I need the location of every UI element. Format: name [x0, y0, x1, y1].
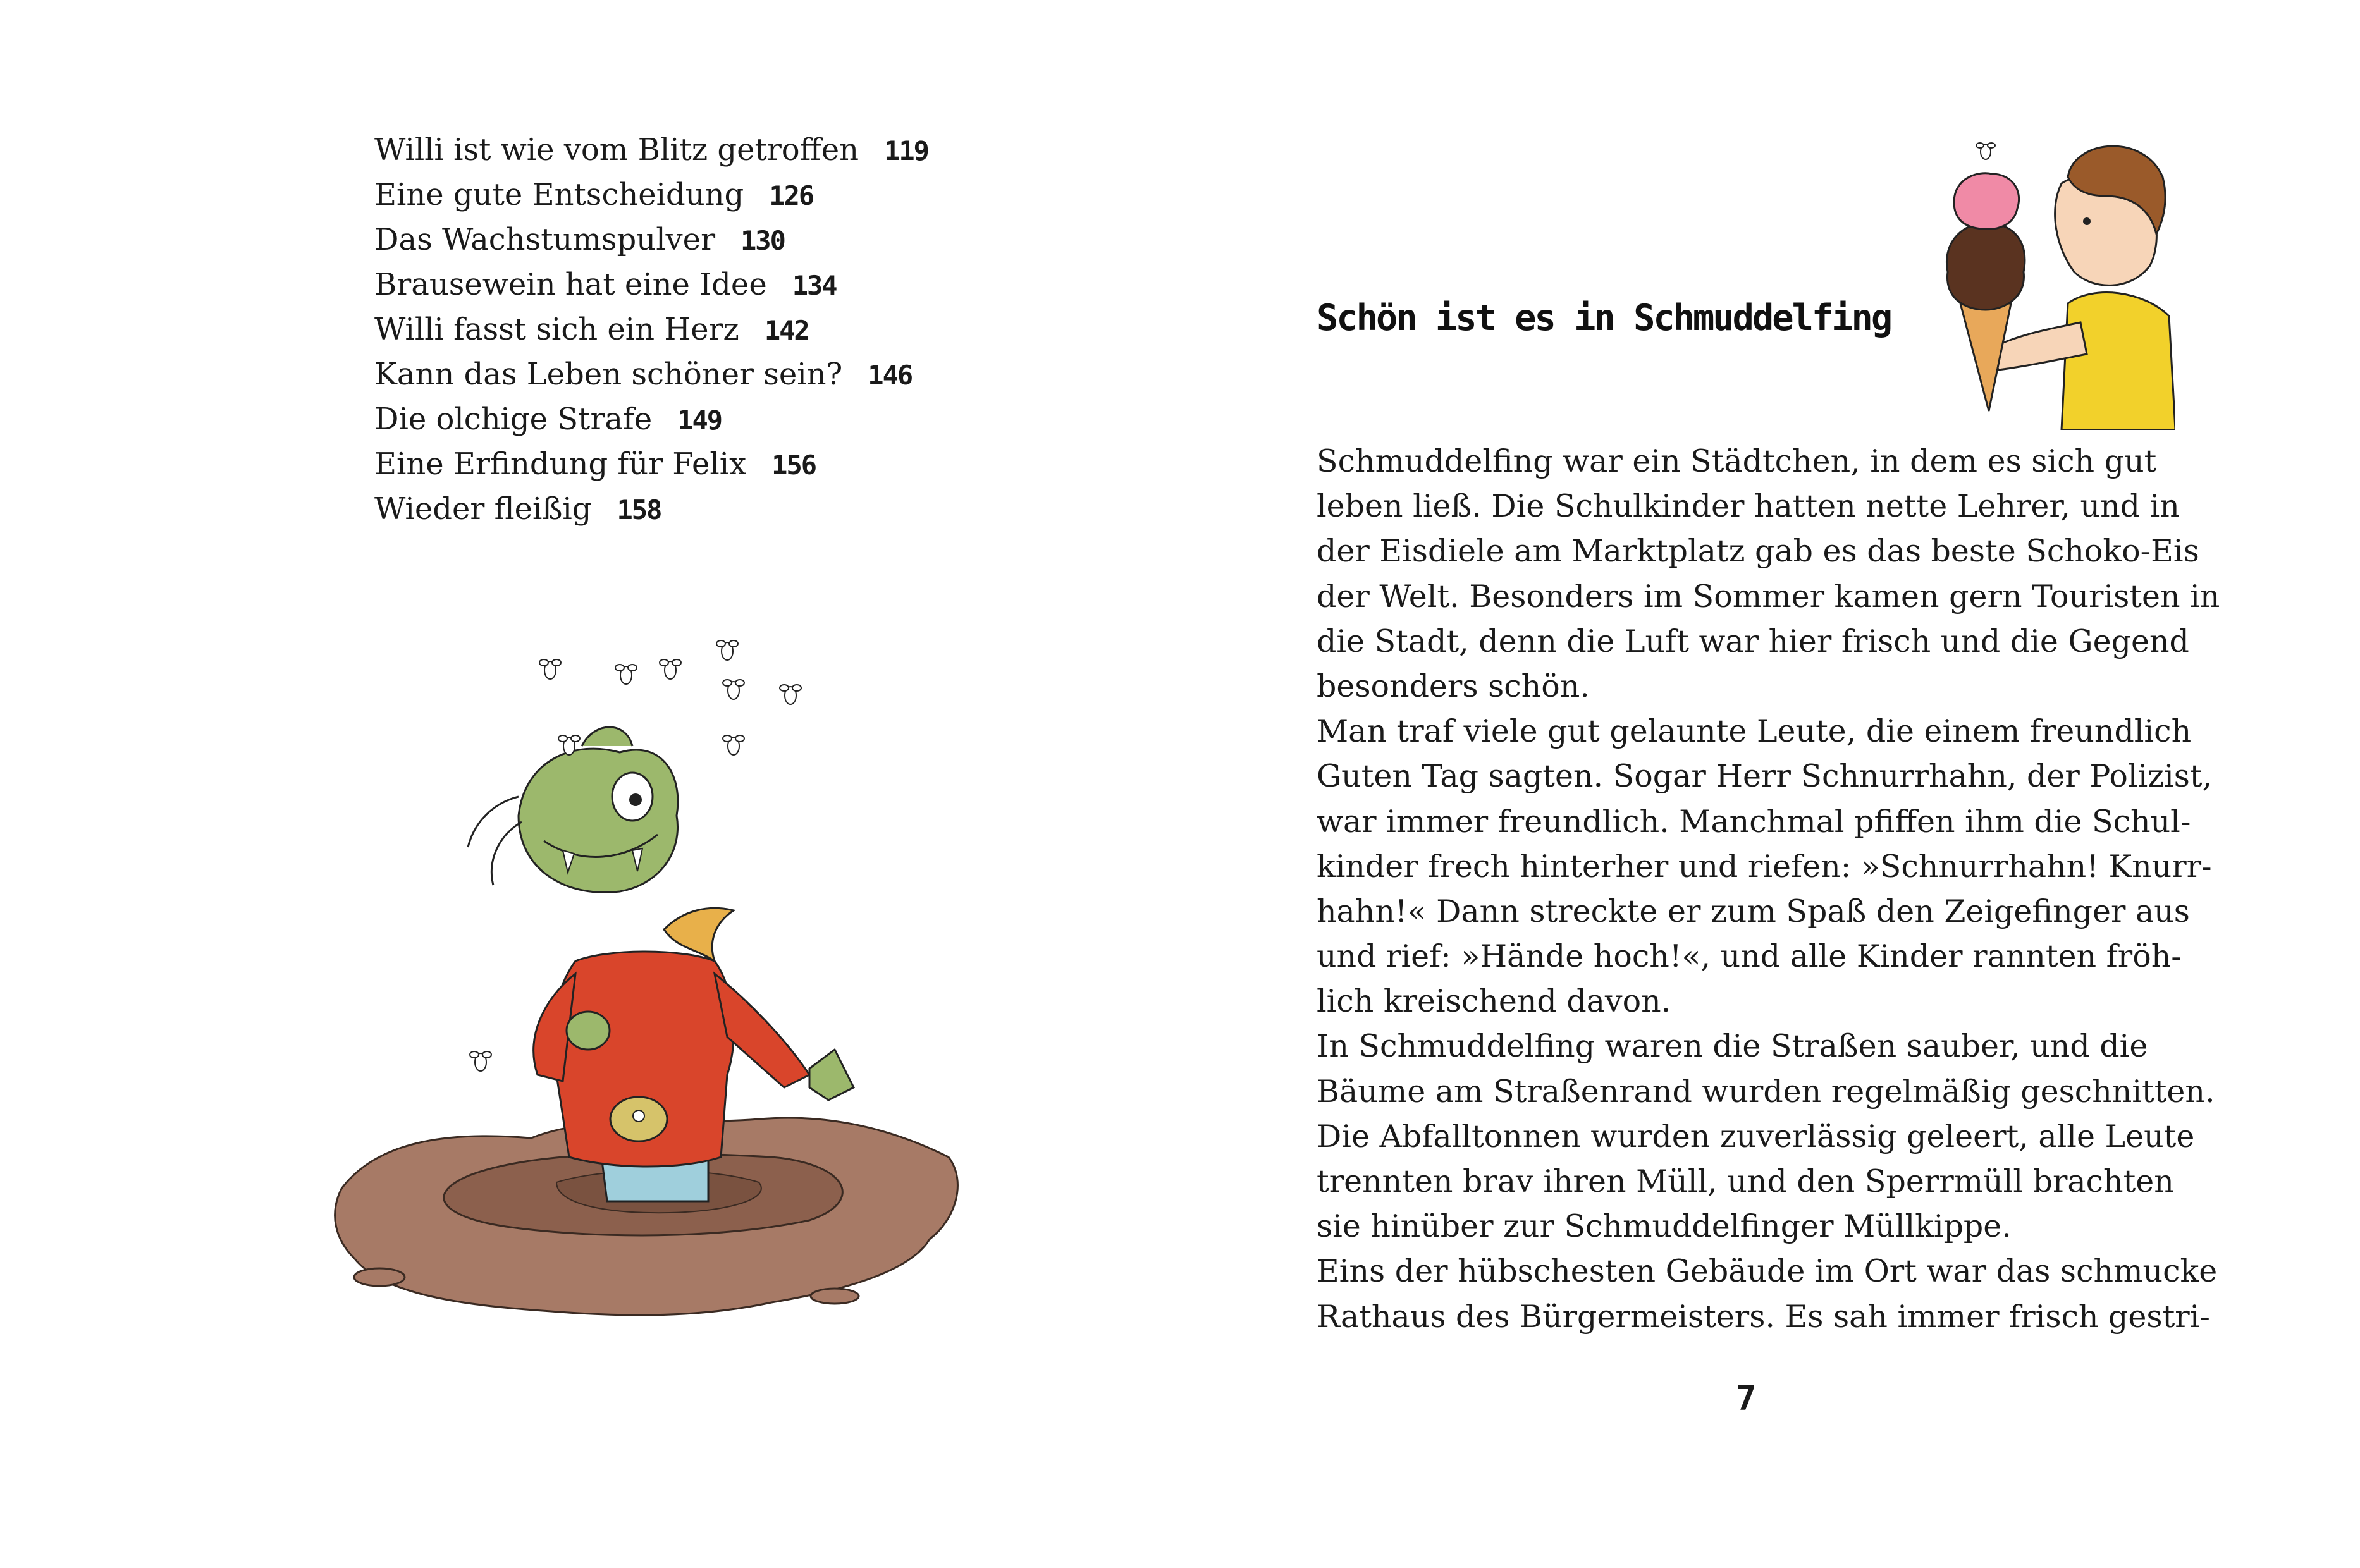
toc-entry[interactable]: [374, 352, 1070, 397]
text-line: Rathaus des Bürgermeisters. Es sah immer frisch gestri-: [1317, 1298, 2210, 1335]
toc-entry-title: Willi ist wie vom Blitz getroffen: [374, 132, 859, 168]
toc-entry-page: 158: [617, 494, 661, 525]
toc-entry-title: Eine Erfindung für Felix: [374, 446, 747, 482]
chapter-title: Schön ist es in Schmuddelfing: [1317, 297, 1891, 339]
text-line: In Schmuddelfing waren die Straßen sauber, und die: [1317, 1028, 2148, 1065]
table-of-contents: [374, 128, 1070, 532]
toc-entry-page: 130: [741, 225, 785, 256]
text-line: Schmuddelfing war ein Städtchen, in dem es sich gut: [1317, 443, 2157, 479]
fish-patch-eye: [633, 1110, 644, 1122]
text-line: war immer freundlich. Manchmal pfiffen ihm die Schul-: [1317, 803, 2191, 840]
text-line: sie hinüber zur Schmuddelfinger Müllkippe.: [1317, 1208, 2012, 1245]
toc-entry[interactable]: [374, 397, 1070, 442]
fly-icon: [1976, 143, 1995, 159]
olchi-pupil: [629, 793, 642, 806]
text-line: trennten brav ihren Müll, und den Sperrmüll brachten: [1317, 1163, 2174, 1199]
fly-icon: [660, 659, 681, 679]
toc-entry-title: Willi fasst sich ein Herz: [374, 312, 739, 347]
fly-icon: [780, 685, 801, 704]
mud-splash: [354, 1268, 405, 1286]
text-line: der Welt. Besonders im Sommer kamen gern Touristen in: [1317, 578, 2220, 615]
toc-entry[interactable]: [374, 262, 1070, 307]
fly-icon: [723, 735, 744, 755]
text-line: lich kreischend davon.: [1317, 983, 1671, 1020]
toc-entry-page: 119: [884, 135, 928, 166]
text-line: Eins der hübschesten Gebäude im Ort war das schmucke: [1317, 1253, 2218, 1290]
olchi-horn: [582, 727, 632, 746]
toc-entry-page: 149: [677, 405, 722, 436]
fly-icon: [615, 665, 637, 684]
toc-entry-page: 146: [868, 360, 913, 391]
text-line: besonders schön.: [1317, 668, 1590, 704]
toc-entry-title: Das Wachstumspulver: [374, 222, 716, 257]
toc-entry[interactable]: [374, 442, 1070, 487]
text-line: und rief: »Hände hoch!«, und alle Kinder rannten fröh-: [1317, 938, 2182, 975]
toc-entry-title: Eine gute Entscheidung: [374, 177, 744, 212]
olchi-right-hand: [809, 1050, 854, 1100]
toc-entry[interactable]: [374, 307, 1070, 352]
mud-splash: [811, 1289, 859, 1304]
toc-entry-title: Die olchige Strafe: [374, 401, 653, 437]
text-line: leben ließ. Die Schulkinder hatten nette Lehrer, und in: [1317, 488, 2180, 525]
toc-entry-page: 134: [792, 270, 837, 301]
olchi-left-hand: [567, 1012, 610, 1050]
toc-entry-title: Wieder fleißig: [374, 491, 592, 527]
toc-entry-page: 156: [771, 450, 816, 481]
toc-entry[interactable]: [374, 128, 1070, 173]
text-line: hahn!« Dann streckte er zum Spaß den Zeigefinger aus: [1317, 893, 2190, 929]
toc-entry-title: Kann das Leben schöner sein?: [374, 357, 843, 392]
chapter-body: [1317, 439, 2220, 1339]
text-line: die Stadt, denn die Luft war hier frisch und die Gegend: [1317, 623, 2189, 659]
right-page: [1180, 0, 2360, 1568]
toc-entry[interactable]: [374, 487, 1070, 532]
strawberry-scoop: [1954, 173, 2019, 230]
fly-icon: [470, 1051, 491, 1071]
toc-entry[interactable]: [374, 173, 1070, 217]
boy-with-ice-cream-illustration: [1903, 114, 2175, 430]
boy-shirt: [2062, 293, 2175, 430]
boy-eye: [2083, 217, 2091, 225]
fly-icon: [723, 680, 744, 699]
toc-entry[interactable]: [374, 217, 1070, 262]
text-line: Man traf viele gut gelaunte Leute, die einem freundlich: [1317, 713, 2192, 750]
olchi-hair: [468, 797, 522, 885]
olchi-in-mud-illustration: [329, 632, 980, 1359]
text-line: Guten Tag sagten. Sogar Herr Schnurrhahn, der Polizist,: [1317, 758, 2213, 795]
page-number: 7: [1736, 1378, 1757, 1418]
toc-entry-page: 126: [769, 180, 814, 211]
text-line: kinder frech hinterher und riefen: »Schnurrhahn! Knurr-: [1317, 848, 2212, 885]
olchi-head: [519, 749, 678, 892]
chocolate-scoop: [1946, 224, 2025, 310]
toc-entry-page: 142: [764, 315, 809, 346]
text-line: Die Abfalltonnen wurden zuverlässig geleert, alle Leute: [1317, 1118, 2195, 1155]
text-line: Bäume am Straßenrand wurden regelmäßig geschnitten.: [1317, 1073, 2215, 1110]
fly-icon: [539, 659, 561, 679]
toc-entry-title: Brausewein hat eine Idee: [374, 267, 767, 302]
fly-icon: [716, 640, 738, 660]
text-line: der Eisdiele am Marktplatz gab es das beste Schoko-Eis: [1317, 533, 2199, 570]
